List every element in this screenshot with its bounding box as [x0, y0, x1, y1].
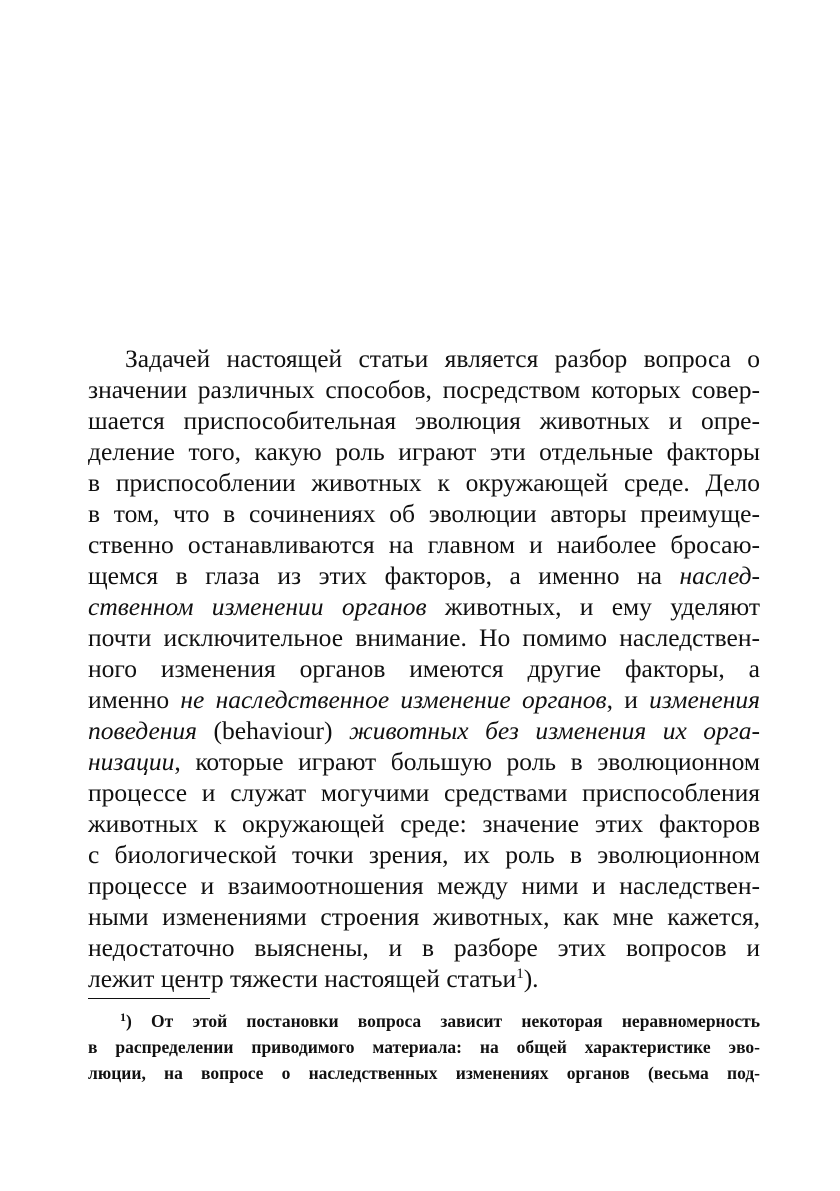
- text-line: [88, 560, 760, 591]
- text-line: [88, 498, 760, 529]
- text-run: шается приспособительная эволюция животных и опре-: [88, 406, 760, 435]
- footnote-marker: 1: [120, 1010, 126, 1024]
- italic-run: низации: [88, 747, 175, 776]
- text-run: в том, что в сочинениях об эволюции авторы преимуще-: [88, 499, 760, 528]
- text-run: процессе и служат могучими средствами приспособления: [88, 778, 760, 807]
- text-run: , которые играют большую роль в эволюционном: [174, 747, 760, 776]
- text-line: [88, 622, 760, 653]
- text-line: [88, 653, 760, 684]
- italic-run: поведения: [88, 716, 198, 745]
- text-run: (behaviour): [197, 716, 349, 745]
- text-line: [88, 405, 760, 436]
- footnote-line: [88, 1060, 760, 1086]
- text-run: животных к окружающей среде: значение этих факторов: [88, 809, 760, 838]
- italic-run: изменения: [649, 685, 760, 714]
- text-line: [88, 715, 760, 746]
- main-paragraph: [88, 343, 760, 994]
- text-line: [88, 901, 760, 932]
- text-run: деление того, какую роль играют эти отдельные факторы: [88, 437, 760, 466]
- text-line: [88, 436, 760, 467]
- footnote: [88, 1008, 760, 1086]
- text-line: [88, 870, 760, 901]
- italic-run: наслед-: [679, 561, 760, 590]
- text-run: значении различных способов, посредством которых совер-: [88, 375, 760, 404]
- text-run: ными изменениями строения животных, как мне кажется,: [88, 902, 760, 931]
- text-run: , и: [606, 685, 650, 714]
- text-line: [88, 684, 760, 715]
- text-line: [88, 746, 760, 777]
- text-run: процессе и взаимоотношения между ними и наследствен-: [88, 871, 760, 900]
- italic-run: животных без изменения их орга-: [349, 716, 760, 745]
- italic-run: ственном изменении органов: [88, 592, 427, 621]
- text-run: с биологической точки зрения, их роль в эволюционном: [88, 840, 760, 869]
- text-line: [88, 343, 760, 374]
- text-run: животных, и ему уделяют: [426, 592, 760, 621]
- text-line: [88, 529, 760, 560]
- footnote-text: в распределении приводимого материала: на общей характеристике эво-: [88, 1037, 760, 1057]
- footnote-text: От этой постановки вопроса зависит некоторая неравномерность: [151, 1011, 761, 1031]
- text-line: [88, 963, 760, 994]
- italic-run: не наследственное изменение органов: [180, 685, 607, 714]
- footnote-divider: [88, 998, 210, 999]
- footnote-text: люции, на вопросе о наследственных изменениях органов (весьма под-: [88, 1063, 760, 1083]
- text-run: недостаточно выяснены, и в разборе этих вопросов и: [88, 933, 760, 962]
- text-run: именно: [88, 685, 181, 714]
- footnote-reference: 1: [516, 966, 524, 982]
- text-run: ственно останавливаются на главном и наиболее бросаю-: [88, 530, 760, 559]
- footnote-line: $^1$) От этой постановки вопроса зависит некоторая неравномерность: [120, 1010, 761, 1031]
- text-line: [88, 467, 760, 498]
- text-line: [88, 839, 760, 870]
- text-line: [88, 591, 760, 622]
- text-run: ного изменения органов имеются другие факторы, а: [88, 654, 760, 683]
- text-line: [88, 777, 760, 808]
- text-run: Задачей настоящей статьи является разбор вопроса о: [125, 344, 760, 373]
- text-run: почти исключительное внимание. Но помимо наследствен-: [88, 623, 760, 652]
- text-line: [88, 808, 760, 839]
- text-line: [88, 374, 760, 405]
- text-run: в приспособлении животных к окружающей среде. Дело: [88, 468, 760, 497]
- text-run: лежит центр тяжести настоящей статьи: [88, 964, 517, 993]
- text-run: ).: [523, 964, 539, 993]
- text-run: щемся в глаза из этих факторов, а именно на: [88, 561, 680, 590]
- footnote-line: [88, 1034, 760, 1060]
- text-line: [88, 932, 760, 963]
